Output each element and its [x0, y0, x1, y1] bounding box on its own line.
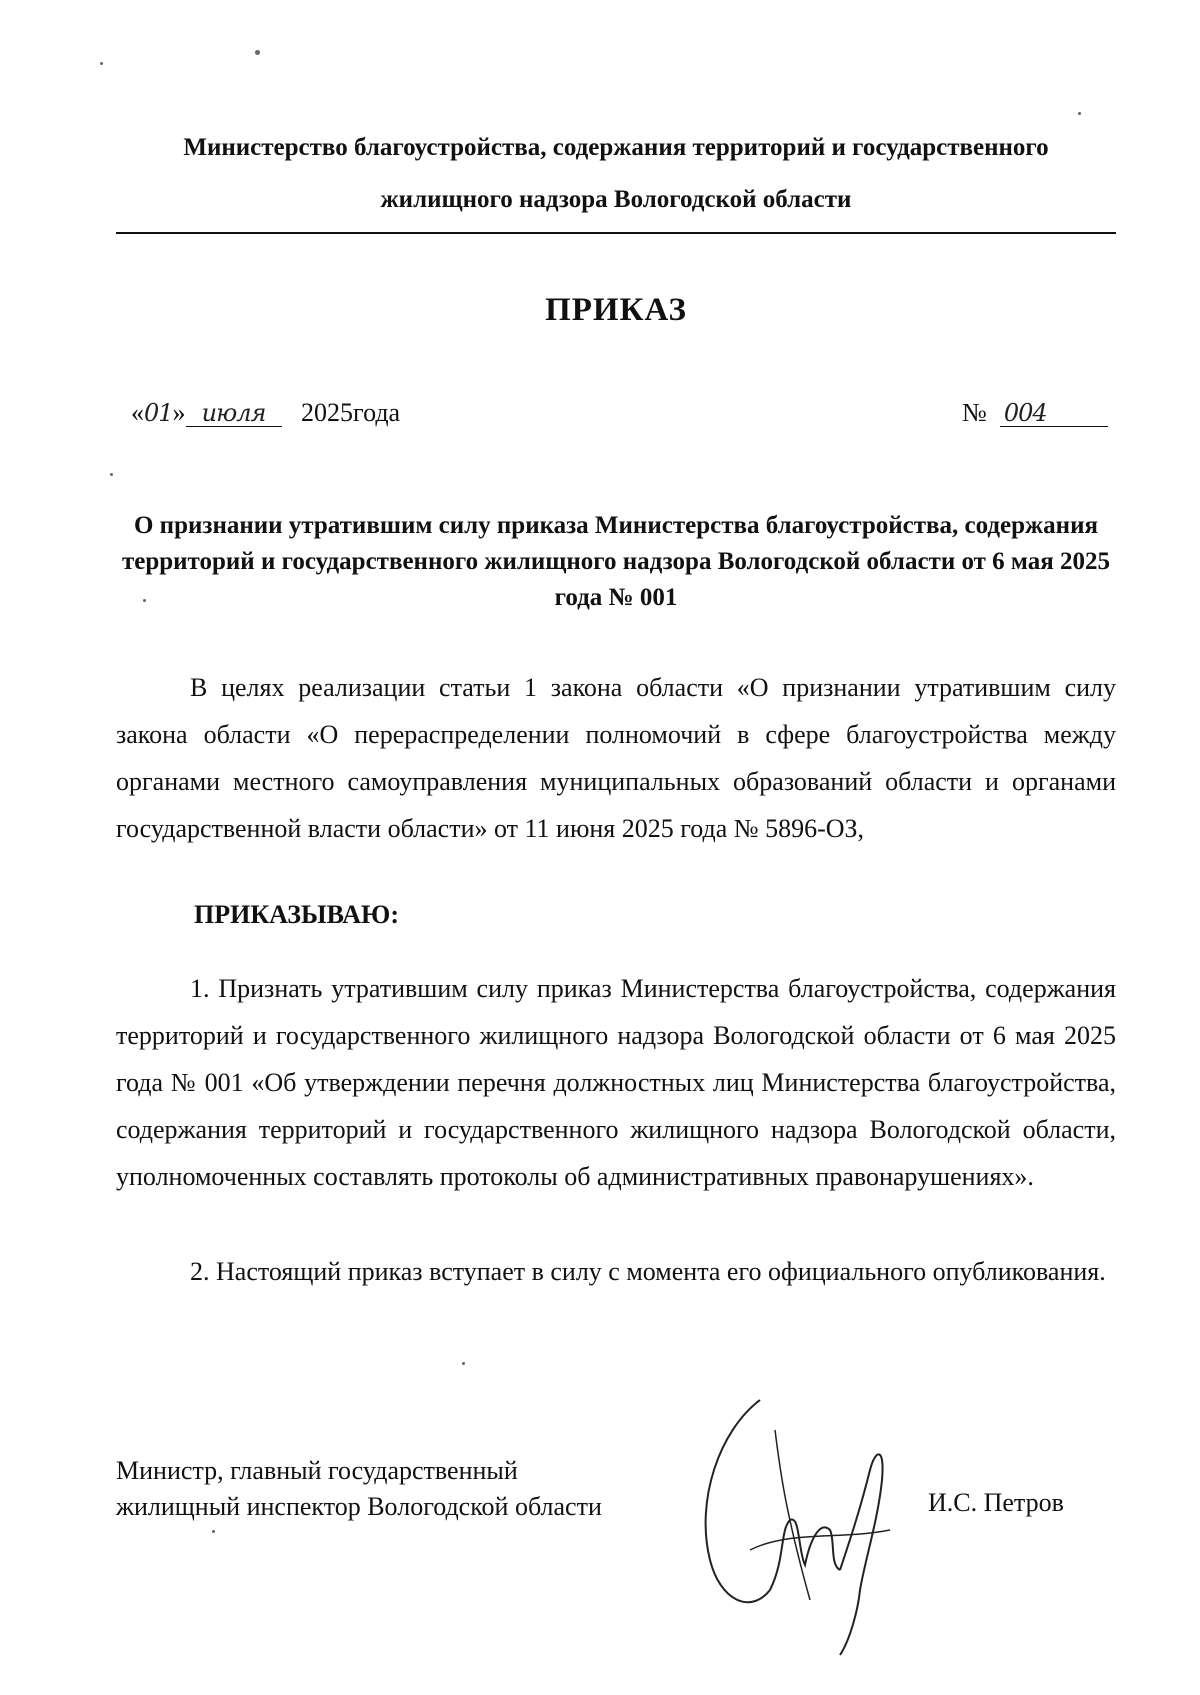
ministry-header-line1: Министерство благоустройства, содержания территорий и государственного: [183, 134, 1049, 161]
document-title: ПРИКАЗ: [545, 292, 687, 328]
order-item-2: 2. Настоящий приказ вступает в силу с момента его официального опубликования.: [190, 1257, 1106, 1286]
date-day: 01: [144, 399, 173, 427]
ministry-header: [116, 122, 1116, 226]
header-divider: [116, 232, 1116, 234]
ministry-header-line2: жилищного надзора Вологодской области: [380, 186, 852, 213]
scan-speck: [110, 473, 113, 476]
date-close-quote: »: [172, 398, 186, 427]
handwritten-signature: [690, 1390, 920, 1660]
order-word: ПРИКАЗЫВАЮ:: [194, 900, 399, 929]
order-number: [962, 398, 1108, 428]
signatory-position-line2: жилищный инспектор Вологодской области: [116, 1492, 602, 1521]
signatory-position: [116, 1453, 602, 1525]
date-year: 2025: [301, 398, 354, 427]
order-item-1: 1. Признать утратившим силу приказ Министерства благоустройства, содержания территорий и государственного жилищного надзора Вологодской области от 6 мая 2025 года № 001 «Об утверждении перечня должностных лиц Министерства благоустройства, содержания территорий и государственного жилищного надзора Вологодской области, уполномоченных составлять протоколы об административных правонарушениях».: [116, 974, 1116, 1191]
number-value: 004: [1003, 399, 1047, 427]
scan-speck: [1078, 112, 1081, 115]
scan-speck: [212, 1530, 215, 1533]
date-open-quote: «: [131, 398, 144, 427]
scan-speck: [143, 599, 146, 602]
scan-speck: [462, 1362, 465, 1365]
signatory-name: И.С. Петров: [928, 1488, 1064, 1517]
order-subject: О признании утратившим силу приказа Министерства благоустройства, содержания территорий и государственного жилищного надзора Вологодской области от 6 мая 2025 года № 001: [121, 512, 1111, 611]
order-date: [131, 398, 400, 428]
signatory-position-line1: Министр, главный государственный: [116, 1456, 518, 1485]
date-month: июля: [201, 399, 266, 427]
date-suffix: года: [353, 398, 401, 427]
number-label: №: [962, 398, 987, 427]
preamble-paragraph: В целях реализации статьи 1 закона области «О признании утратившим силу закона области «О перераспределении полномочий в сфере благоустройства между органами местного самоуправления муниципальных образований области и органами государственной власти области» от 11 июня 2025 года № 5896-ОЗ,: [116, 673, 1116, 843]
scan-speck: [100, 62, 103, 65]
scan-speck: [255, 50, 260, 55]
